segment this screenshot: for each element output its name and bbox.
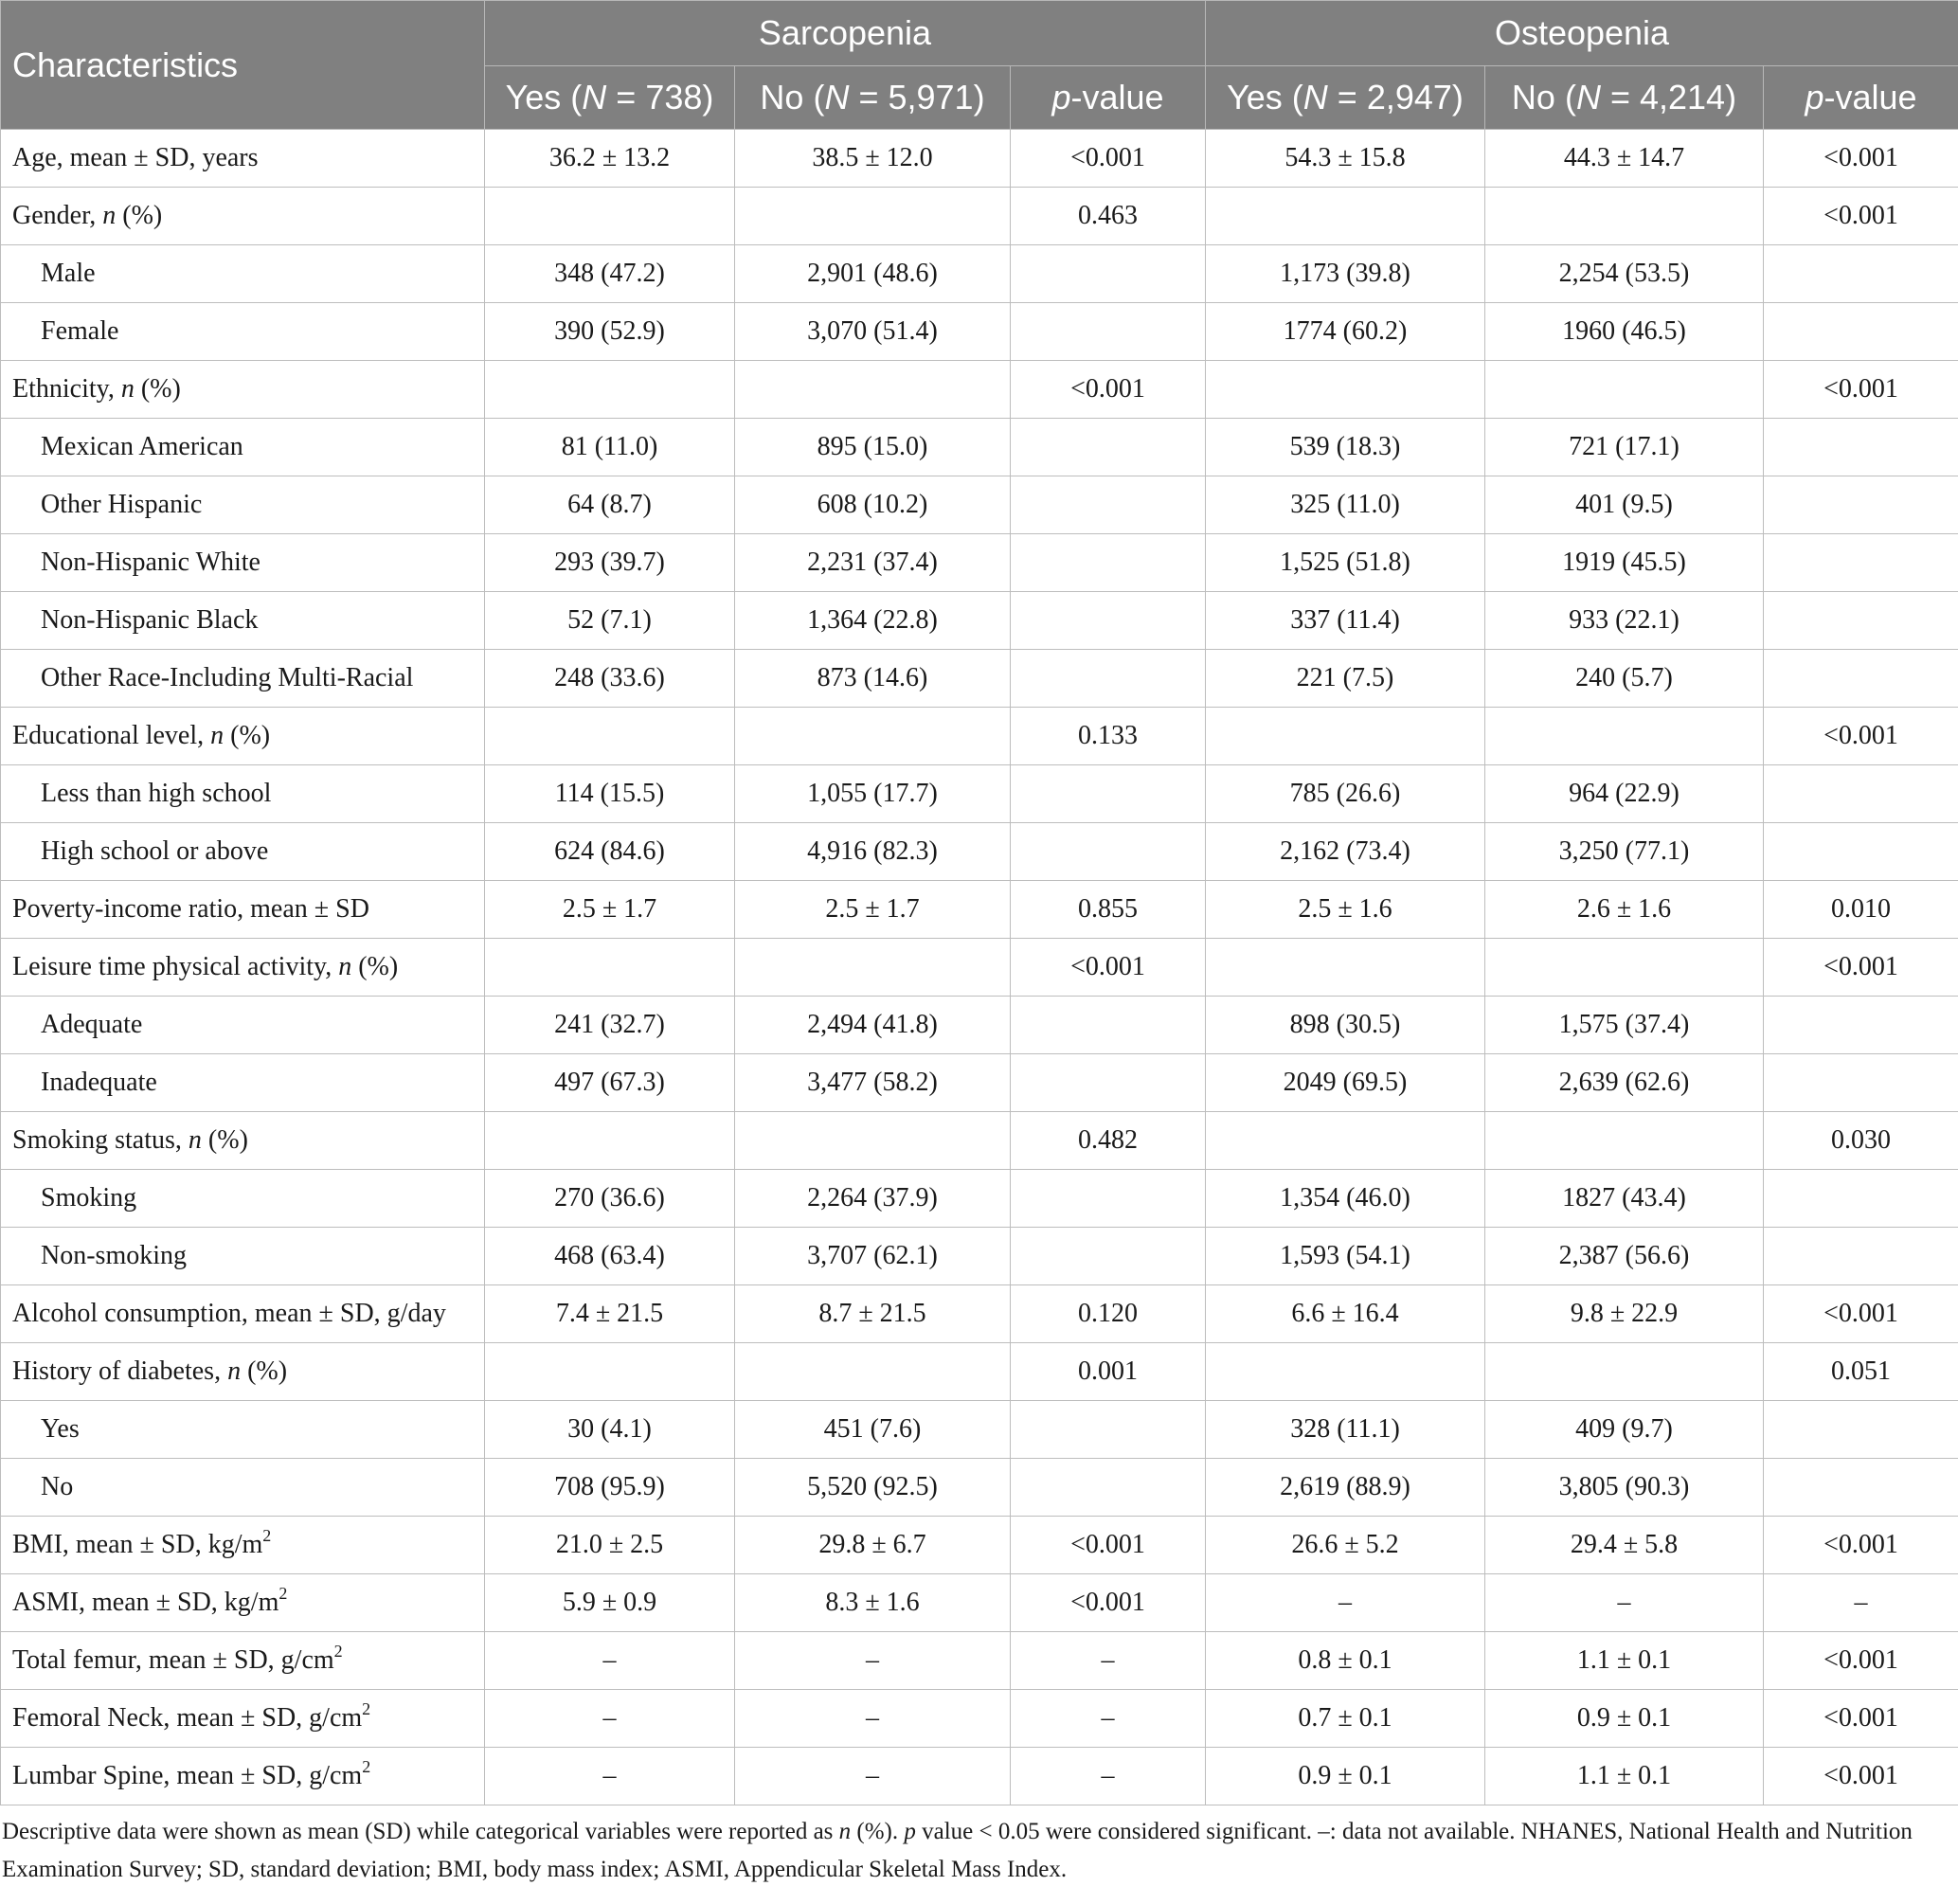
cell-sarcopenia-p-value: <0.001 — [1011, 939, 1206, 997]
cell-sarcopenia-p-value — [1011, 476, 1206, 534]
cell-osteopenia-p-value: <0.001 — [1764, 130, 1958, 188]
cell-sarcopenia-p-value: <0.001 — [1011, 130, 1206, 188]
row-label: Non-smoking — [1, 1228, 485, 1285]
row-label: BMI, mean ± SD, $kg/m^2$ — [1, 1517, 485, 1574]
cell-sarcopenia-no — [735, 1343, 1011, 1401]
cell-osteopenia-yes: 0.8 ± 0.1 — [1206, 1632, 1485, 1690]
cell-sarcopenia-yes: – — [485, 1632, 735, 1690]
cell-osteopenia-p-value — [1764, 419, 1958, 476]
cell-sarcopenia-no — [735, 188, 1011, 245]
cell-sarcopenia-p-value: <0.001 — [1011, 1574, 1206, 1632]
cell-sarcopenia-yes: 293 (39.7) — [485, 534, 735, 592]
cell-sarcopenia-yes: 348 (47.2) — [485, 245, 735, 303]
cell-sarcopenia-p-value: – — [1011, 1690, 1206, 1748]
cell-sarcopenia-yes: 114 (15.5) — [485, 765, 735, 823]
cell-osteopenia-yes — [1206, 361, 1485, 419]
cell-sarcopenia-no: 8.3 ± 1.6 — [735, 1574, 1011, 1632]
row-label: Inadequate — [1, 1054, 485, 1112]
header-osteopenia-no: No (N = 4,214) — [1485, 66, 1764, 130]
row-label: Educational level, n (%) — [1, 708, 485, 765]
cell-sarcopenia-no: – — [735, 1690, 1011, 1748]
table-row — [1, 823, 1958, 881]
cell-sarcopenia-yes — [485, 1112, 735, 1170]
cell-osteopenia-p-value: <0.001 — [1764, 1285, 1958, 1343]
cell-sarcopenia-p-value — [1011, 1459, 1206, 1517]
cell-sarcopenia-yes: 2.5 ± 1.7 — [485, 881, 735, 939]
cell-osteopenia-no — [1485, 1343, 1764, 1401]
cell-sarcopenia-p-value — [1011, 650, 1206, 708]
cell-sarcopenia-yes: – — [485, 1690, 735, 1748]
cell-sarcopenia-no: 2,231 (37.4) — [735, 534, 1011, 592]
cell-osteopenia-no: 964 (22.9) — [1485, 765, 1764, 823]
row-label: Non-Hispanic Black — [1, 592, 485, 650]
cell-osteopenia-yes: 2,619 (88.9) — [1206, 1459, 1485, 1517]
cell-sarcopenia-no: 2,494 (41.8) — [735, 997, 1011, 1054]
cell-sarcopenia-yes: 7.4 ± 21.5 — [485, 1285, 735, 1343]
table-row — [1, 1574, 1958, 1632]
cell-sarcopenia-p-value — [1011, 997, 1206, 1054]
cell-osteopenia-yes: 539 (18.3) — [1206, 419, 1485, 476]
cell-osteopenia-p-value — [1764, 823, 1958, 881]
cell-osteopenia-yes: 1,173 (39.8) — [1206, 245, 1485, 303]
cell-sarcopenia-yes: 468 (63.4) — [485, 1228, 735, 1285]
cell-sarcopenia-p-value: – — [1011, 1748, 1206, 1805]
cell-osteopenia-no — [1485, 361, 1764, 419]
cell-osteopenia-yes — [1206, 939, 1485, 997]
cell-sarcopenia-no: 29.8 ± 6.7 — [735, 1517, 1011, 1574]
row-label: Lumbar Spine, mean ± SD, $g/cm^2$ — [1, 1748, 485, 1805]
cell-osteopenia-yes: 785 (26.6) — [1206, 765, 1485, 823]
cell-osteopenia-no: 933 (22.1) — [1485, 592, 1764, 650]
cell-sarcopenia-no — [735, 361, 1011, 419]
cell-sarcopenia-no: 895 (15.0) — [735, 419, 1011, 476]
row-label: High school or above — [1, 823, 485, 881]
cell-osteopenia-no: 2,387 (56.6) — [1485, 1228, 1764, 1285]
cell-sarcopenia-yes: 248 (33.6) — [485, 650, 735, 708]
cell-sarcopenia-no: – — [735, 1632, 1011, 1690]
cell-osteopenia-p-value: <0.001 — [1764, 188, 1958, 245]
cell-osteopenia-no: 2,254 (53.5) — [1485, 245, 1764, 303]
cell-sarcopenia-yes: 52 (7.1) — [485, 592, 735, 650]
cell-osteopenia-no: 0.9 ± 0.1 — [1485, 1690, 1764, 1748]
table-row — [1, 1748, 1958, 1805]
header-sarcopenia-yes: Yes (N = 738) — [485, 66, 735, 130]
cell-osteopenia-p-value: <0.001 — [1764, 1690, 1958, 1748]
row-label: Gender, n (%) — [1, 188, 485, 245]
cell-sarcopenia-no — [735, 1112, 1011, 1170]
cell-osteopenia-yes — [1206, 1343, 1485, 1401]
row-label: Other Hispanic — [1, 476, 485, 534]
cell-osteopenia-yes: 1,525 (51.8) — [1206, 534, 1485, 592]
cell-osteopenia-yes: 221 (7.5) — [1206, 650, 1485, 708]
cell-sarcopenia-yes: 21.0 ± 2.5 — [485, 1517, 735, 1574]
cell-osteopenia-no: 2.6 ± 1.6 — [1485, 881, 1764, 939]
cell-sarcopenia-no: 1,364 (22.8) — [735, 592, 1011, 650]
cell-sarcopenia-p-value — [1011, 245, 1206, 303]
table-row — [1, 188, 1958, 245]
cell-osteopenia-p-value — [1764, 476, 1958, 534]
row-label: Alcohol consumption, mean ± SD, g/day — [1, 1285, 485, 1343]
cell-sarcopenia-yes — [485, 188, 735, 245]
row-label: Mexican American — [1, 419, 485, 476]
cell-osteopenia-yes: 2,162 (73.4) — [1206, 823, 1485, 881]
cell-osteopenia-no: 1827 (43.4) — [1485, 1170, 1764, 1228]
cell-osteopenia-no: 401 (9.5) — [1485, 476, 1764, 534]
cell-sarcopenia-p-value: <0.001 — [1011, 361, 1206, 419]
row-label: Non-Hispanic White — [1, 534, 485, 592]
cell-sarcopenia-p-value: 0.463 — [1011, 188, 1206, 245]
cell-osteopenia-no: 9.8 ± 22.9 — [1485, 1285, 1764, 1343]
cell-sarcopenia-p-value — [1011, 1401, 1206, 1459]
row-label: Age, mean ± SD, years — [1, 130, 485, 188]
row-label: Poverty-income ratio, mean ± SD — [1, 881, 485, 939]
cell-osteopenia-yes — [1206, 1112, 1485, 1170]
cell-osteopenia-p-value — [1764, 1170, 1958, 1228]
cell-sarcopenia-no: 873 (14.6) — [735, 650, 1011, 708]
table-row — [1, 130, 1958, 188]
cell-osteopenia-no: 29.4 ± 5.8 — [1485, 1517, 1764, 1574]
cell-osteopenia-no: 1.1 ± 0.1 — [1485, 1748, 1764, 1805]
cell-osteopenia-yes: 898 (30.5) — [1206, 997, 1485, 1054]
cell-sarcopenia-no: 2,264 (37.9) — [735, 1170, 1011, 1228]
cell-sarcopenia-no: 5,520 (92.5) — [735, 1459, 1011, 1517]
cell-sarcopenia-yes: 30 (4.1) — [485, 1401, 735, 1459]
cell-sarcopenia-no: 8.7 ± 21.5 — [735, 1285, 1011, 1343]
cell-sarcopenia-no: 2.5 ± 1.7 — [735, 881, 1011, 939]
cell-sarcopenia-yes: 708 (95.9) — [485, 1459, 735, 1517]
cell-sarcopenia-yes: 270 (36.6) — [485, 1170, 735, 1228]
cell-sarcopenia-no — [735, 939, 1011, 997]
cell-sarcopenia-p-value: 0.855 — [1011, 881, 1206, 939]
header-osteopenia-yes: Yes (N = 2,947) — [1206, 66, 1485, 130]
row-label: Smoking status, n (%) — [1, 1112, 485, 1170]
cell-osteopenia-p-value: <0.001 — [1764, 1517, 1958, 1574]
cell-osteopenia-no: 1.1 ± 0.1 — [1485, 1632, 1764, 1690]
cell-sarcopenia-yes: 64 (8.7) — [485, 476, 735, 534]
row-label: Ethnicity, n (%) — [1, 361, 485, 419]
cell-osteopenia-yes: 325 (11.0) — [1206, 476, 1485, 534]
table-header — [1, 1, 1958, 130]
header-osteopenia-p-value: p-value — [1764, 66, 1958, 130]
cell-osteopenia-p-value: <0.001 — [1764, 939, 1958, 997]
row-label: Female — [1, 303, 485, 361]
header-osteopenia: Osteopenia — [1206, 1, 1958, 66]
table-row — [1, 1054, 1958, 1112]
header-sarcopenia-no: No (N = 5,971) — [735, 66, 1011, 130]
cell-osteopenia-no: 1,575 (37.4) — [1485, 997, 1764, 1054]
cell-sarcopenia-yes: 36.2 ± 13.2 — [485, 130, 735, 188]
header-row-groups — [1, 1, 1958, 66]
cell-sarcopenia-p-value — [1011, 823, 1206, 881]
cell-sarcopenia-p-value: 0.120 — [1011, 1285, 1206, 1343]
cell-osteopenia-yes: 328 (11.1) — [1206, 1401, 1485, 1459]
cell-osteopenia-p-value — [1764, 765, 1958, 823]
cell-sarcopenia-yes — [485, 708, 735, 765]
cell-osteopenia-p-value — [1764, 1401, 1958, 1459]
cell-sarcopenia-p-value — [1011, 419, 1206, 476]
table-row — [1, 245, 1958, 303]
cell-osteopenia-p-value — [1764, 997, 1958, 1054]
cell-osteopenia-yes: 0.7 ± 0.1 — [1206, 1690, 1485, 1748]
table-row — [1, 1285, 1958, 1343]
cell-sarcopenia-yes: 81 (11.0) — [485, 419, 735, 476]
row-label: Male — [1, 245, 485, 303]
cell-sarcopenia-no: 38.5 ± 12.0 — [735, 130, 1011, 188]
cell-osteopenia-p-value: – — [1764, 1574, 1958, 1632]
cell-osteopenia-p-value — [1764, 303, 1958, 361]
cell-sarcopenia-p-value: <0.001 — [1011, 1517, 1206, 1574]
cell-sarcopenia-no: – — [735, 1748, 1011, 1805]
table-row — [1, 997, 1958, 1054]
cell-osteopenia-no: 44.3 ± 14.7 — [1485, 130, 1764, 188]
table-row — [1, 1343, 1958, 1401]
cell-osteopenia-yes: 26.6 ± 5.2 — [1206, 1517, 1485, 1574]
cell-osteopenia-yes: 54.3 ± 15.8 — [1206, 130, 1485, 188]
cell-osteopenia-yes: 1774 (60.2) — [1206, 303, 1485, 361]
table-row — [1, 1401, 1958, 1459]
cell-osteopenia-no — [1485, 1112, 1764, 1170]
cell-sarcopenia-p-value — [1011, 1228, 1206, 1285]
table-row — [1, 765, 1958, 823]
table-row — [1, 708, 1958, 765]
cell-osteopenia-yes: 0.9 ± 0.1 — [1206, 1748, 1485, 1805]
cell-osteopenia-no — [1485, 708, 1764, 765]
row-label: Total femur, mean ± SD, $g/cm^2$ — [1, 1632, 485, 1690]
cell-osteopenia-p-value — [1764, 1054, 1958, 1112]
table-row — [1, 881, 1958, 939]
cell-sarcopenia-no: 608 (10.2) — [735, 476, 1011, 534]
row-label: No — [1, 1459, 485, 1517]
cell-sarcopenia-no: 2,901 (48.6) — [735, 245, 1011, 303]
cell-osteopenia-no: 240 (5.7) — [1485, 650, 1764, 708]
cell-osteopenia-yes: 2049 (69.5) — [1206, 1054, 1485, 1112]
row-label: Smoking — [1, 1170, 485, 1228]
header-sarcopenia-p-value: p-value — [1011, 66, 1206, 130]
cell-osteopenia-p-value — [1764, 592, 1958, 650]
row-label: Adequate — [1, 997, 485, 1054]
row-label: Yes — [1, 1401, 485, 1459]
cell-sarcopenia-p-value: 0.001 — [1011, 1343, 1206, 1401]
cell-osteopenia-p-value: 0.051 — [1764, 1343, 1958, 1401]
cell-osteopenia-p-value — [1764, 534, 1958, 592]
header-sarcopenia: Sarcopenia — [485, 1, 1206, 66]
cell-sarcopenia-p-value: 0.482 — [1011, 1112, 1206, 1170]
cell-sarcopenia-p-value — [1011, 303, 1206, 361]
table-body — [1, 130, 1958, 1805]
table-row — [1, 1112, 1958, 1170]
cell-osteopenia-yes — [1206, 708, 1485, 765]
row-label: Other Race-Including Multi-Racial — [1, 650, 485, 708]
cell-sarcopenia-yes: 624 (84.6) — [485, 823, 735, 881]
cell-osteopenia-yes: 1,593 (54.1) — [1206, 1228, 1485, 1285]
cell-osteopenia-no — [1485, 188, 1764, 245]
cell-osteopenia-no: 3,250 (77.1) — [1485, 823, 1764, 881]
cell-sarcopenia-yes: 241 (32.7) — [485, 997, 735, 1054]
table-row — [1, 650, 1958, 708]
cell-osteopenia-no: 2,639 (62.6) — [1485, 1054, 1764, 1112]
cell-osteopenia-no: 721 (17.1) — [1485, 419, 1764, 476]
cell-osteopenia-p-value — [1764, 245, 1958, 303]
cell-sarcopenia-p-value — [1011, 592, 1206, 650]
cell-sarcopenia-p-value — [1011, 1170, 1206, 1228]
cell-osteopenia-p-value: 0.010 — [1764, 881, 1958, 939]
table-row — [1, 1517, 1958, 1574]
cell-sarcopenia-yes: 390 (52.9) — [485, 303, 735, 361]
table-row — [1, 1459, 1958, 1517]
cell-sarcopenia-p-value: – — [1011, 1632, 1206, 1690]
cell-sarcopenia-no — [735, 708, 1011, 765]
cell-osteopenia-p-value — [1764, 1228, 1958, 1285]
table-row — [1, 476, 1958, 534]
cell-sarcopenia-no: 3,477 (58.2) — [735, 1054, 1011, 1112]
cell-osteopenia-p-value: 0.030 — [1764, 1112, 1958, 1170]
cell-sarcopenia-no: 3,707 (62.1) — [735, 1228, 1011, 1285]
table-row — [1, 361, 1958, 419]
cell-osteopenia-no: – — [1485, 1574, 1764, 1632]
table-footnote: Descriptive data were shown as mean (SD) while categorical variables were reported as n (%). p value < 0.05 were considered significant. –: data not available. NHANES, National Health and Nutrition Examination Survey; SD, standard deviation; BMI, body mass index; ASMI, Appendicular Skeletal Mass Index. — [2, 1819, 1913, 1882]
cell-osteopenia-p-value: <0.001 — [1764, 1748, 1958, 1805]
cell-osteopenia-yes: 337 (11.4) — [1206, 592, 1485, 650]
cell-osteopenia-yes — [1206, 188, 1485, 245]
cell-osteopenia-yes: 2.5 ± 1.6 — [1206, 881, 1485, 939]
table-row — [1, 1690, 1958, 1748]
cell-osteopenia-no: 1919 (45.5) — [1485, 534, 1764, 592]
table-row — [1, 1228, 1958, 1285]
cell-osteopenia-no: 409 (9.7) — [1485, 1401, 1764, 1459]
cell-sarcopenia-yes — [485, 939, 735, 997]
row-label: History of diabetes, n (%) — [1, 1343, 485, 1401]
table-row — [1, 1632, 1958, 1690]
cell-sarcopenia-yes: – — [485, 1748, 735, 1805]
row-label: Less than high school — [1, 765, 485, 823]
cell-sarcopenia-yes — [485, 361, 735, 419]
cell-sarcopenia-p-value: 0.133 — [1011, 708, 1206, 765]
cell-sarcopenia-yes: 5.9 ± 0.9 — [485, 1574, 735, 1632]
cell-sarcopenia-p-value — [1011, 1054, 1206, 1112]
row-label: Femoral Neck, mean ± SD, $g/cm^2$ — [1, 1690, 485, 1748]
cell-osteopenia-no: 1960 (46.5) — [1485, 303, 1764, 361]
table-row — [1, 592, 1958, 650]
cell-sarcopenia-no: 451 (7.6) — [735, 1401, 1011, 1459]
cell-sarcopenia-p-value — [1011, 534, 1206, 592]
row-label: Leisure time physical activity, n (%) — [1, 939, 485, 997]
cell-osteopenia-p-value — [1764, 650, 1958, 708]
cell-sarcopenia-no: 4,916 (82.3) — [735, 823, 1011, 881]
cell-osteopenia-yes: 1,354 (46.0) — [1206, 1170, 1485, 1228]
table-row — [1, 1170, 1958, 1228]
cell-osteopenia-p-value: <0.001 — [1764, 708, 1958, 765]
cell-osteopenia-yes: 6.6 ± 16.4 — [1206, 1285, 1485, 1343]
cell-sarcopenia-no: 1,055 (17.7) — [735, 765, 1011, 823]
table-row — [1, 534, 1958, 592]
cell-sarcopenia-no: 3,070 (51.4) — [735, 303, 1011, 361]
table-row — [1, 939, 1958, 997]
row-label: ASMI, mean ± SD, $kg/m^2$ — [1, 1574, 485, 1632]
header-characteristics: Characteristics — [1, 1, 485, 130]
cell-osteopenia-p-value — [1764, 1459, 1958, 1517]
table-row — [1, 419, 1958, 476]
cell-osteopenia-no — [1485, 939, 1764, 997]
table-row — [1, 303, 1958, 361]
cell-osteopenia-p-value: <0.001 — [1764, 1632, 1958, 1690]
cell-sarcopenia-p-value — [1011, 765, 1206, 823]
cell-osteopenia-p-value: <0.001 — [1764, 361, 1958, 419]
cell-sarcopenia-yes: 497 (67.3) — [485, 1054, 735, 1112]
cell-osteopenia-yes: – — [1206, 1574, 1485, 1632]
cell-osteopenia-no: 3,805 (90.3) — [1485, 1459, 1764, 1517]
cell-sarcopenia-yes — [485, 1343, 735, 1401]
